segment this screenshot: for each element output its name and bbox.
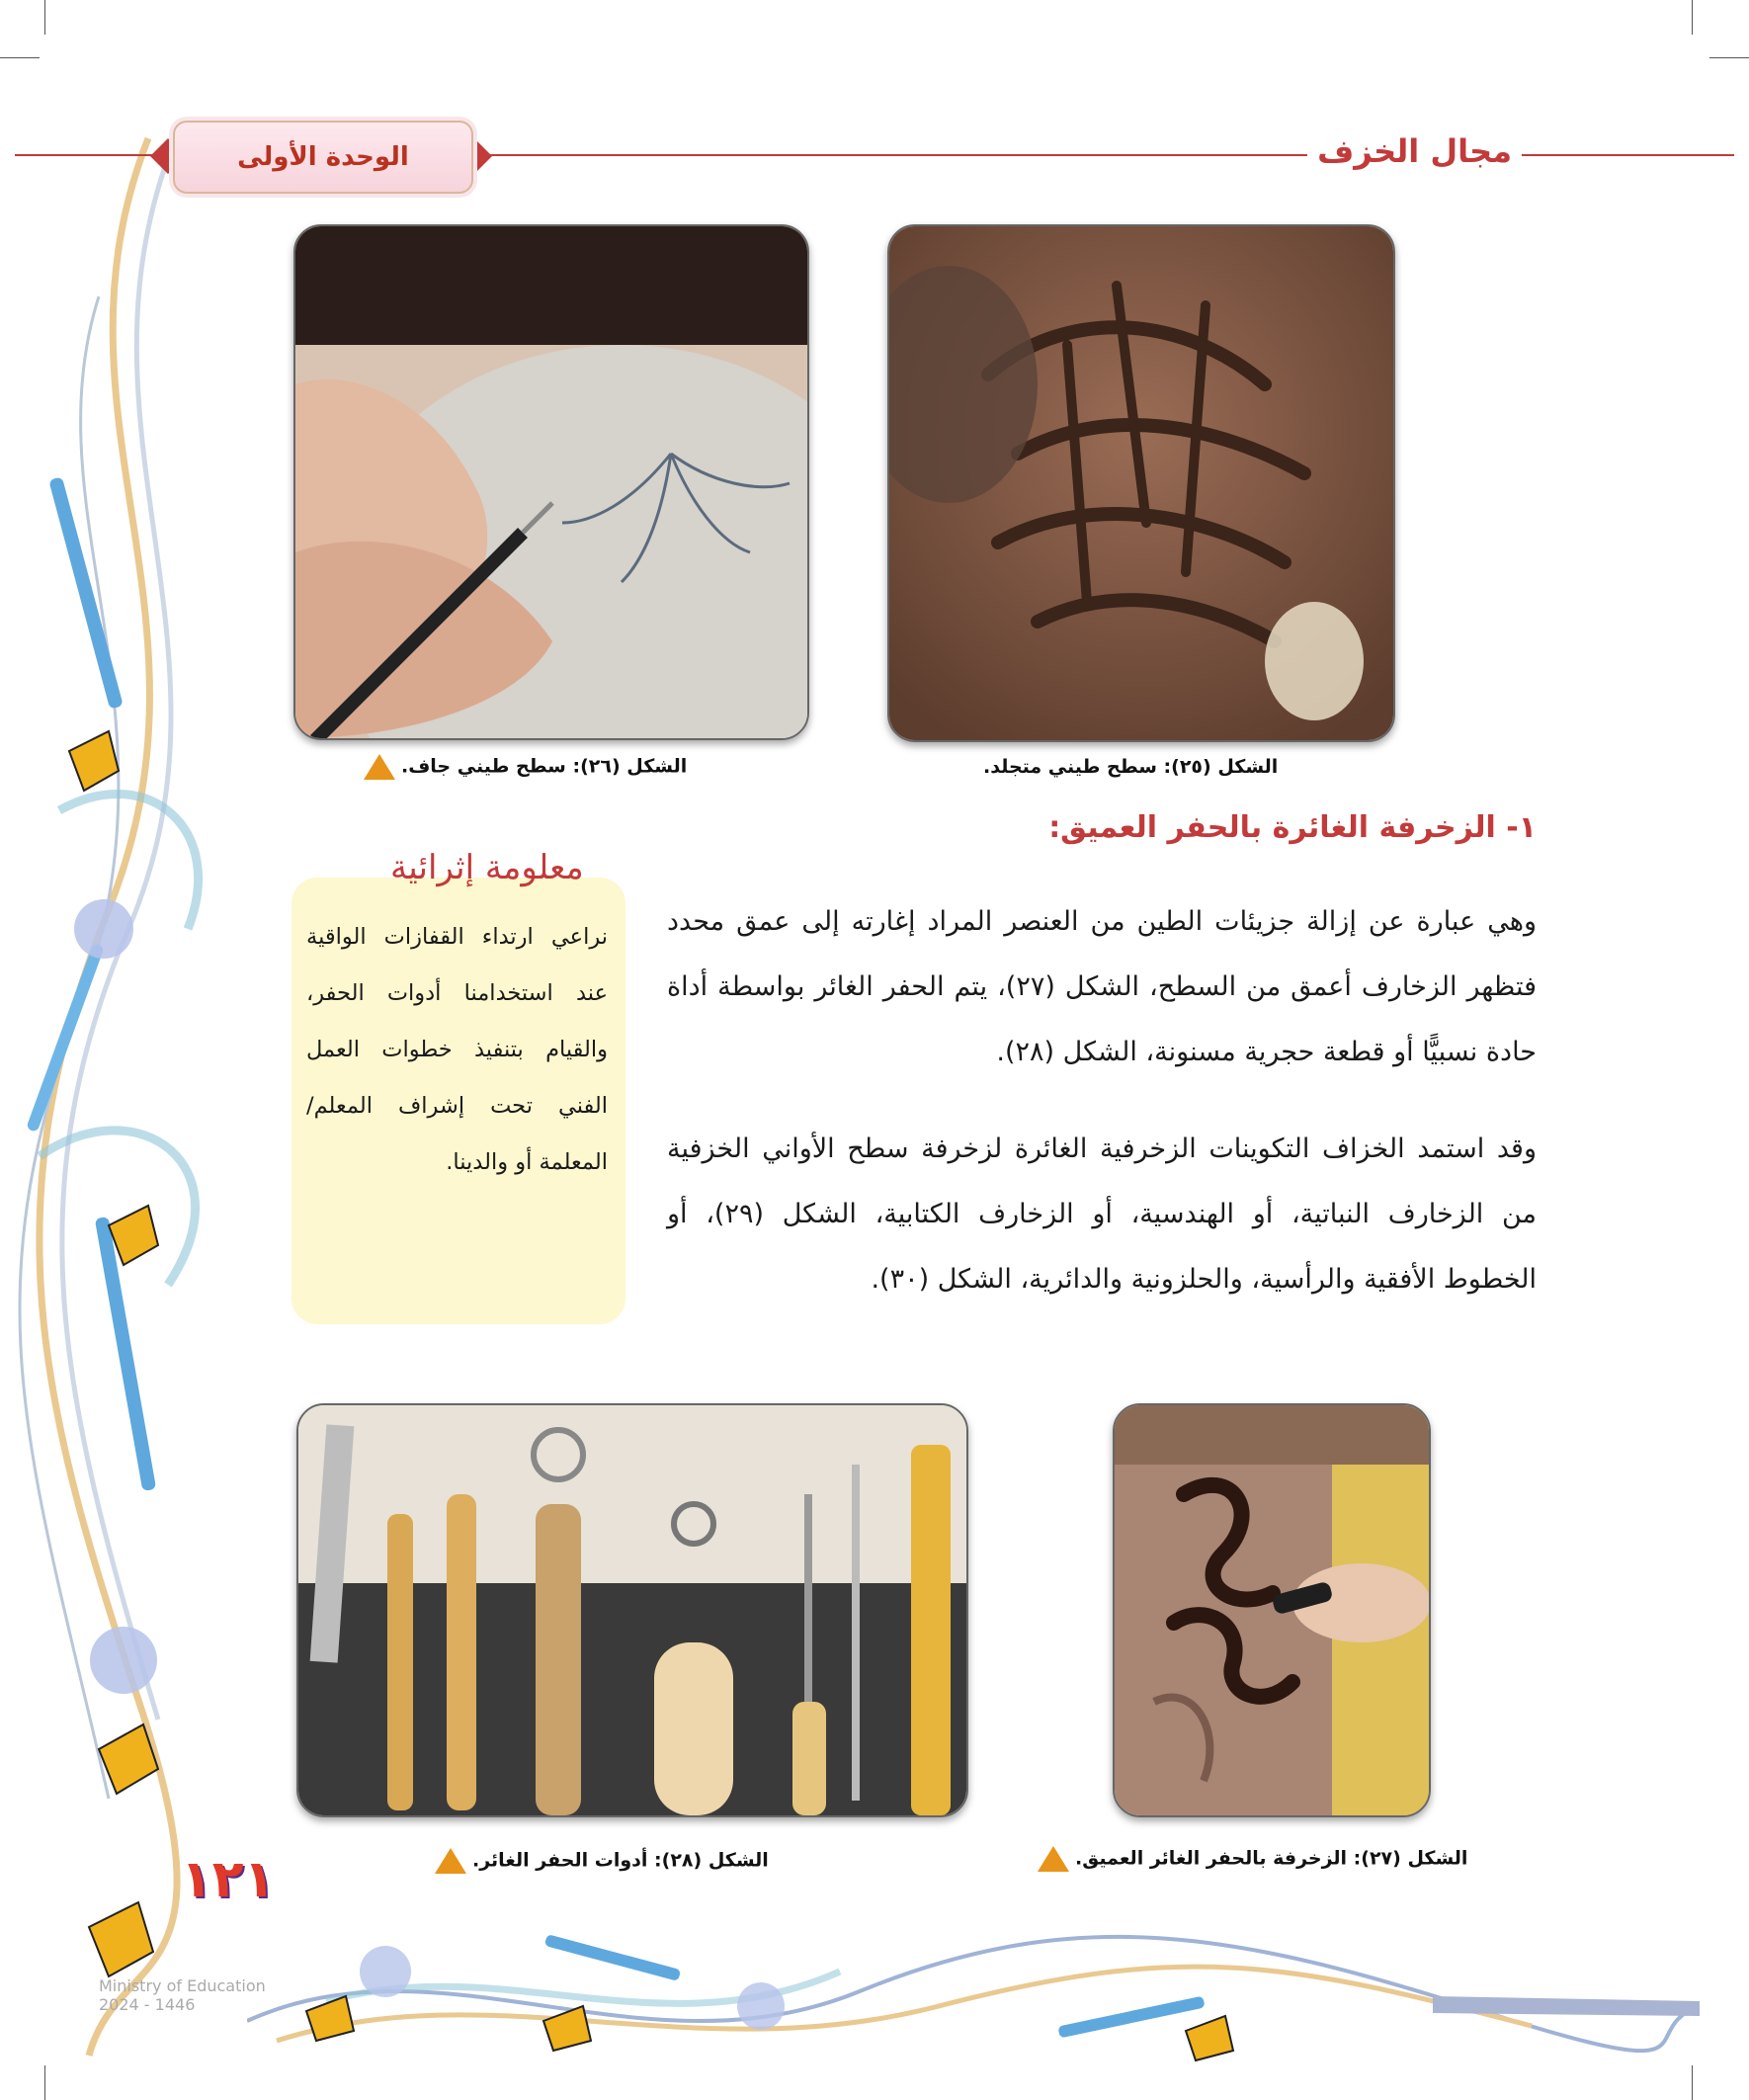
paragraph-1: وهي عبارة عن إزالة جزيئات الطين من العنصر المراد إغارته إلى عمق محدد فتظهر الزخارف أعمق من السطح، الشكل (٢٧)، يتم الحفر الغائر بواسطة أداة حادة نسبيًّا أو قطعة حجرية مسنونة، الشكل (٢٨). bbox=[667, 906, 1537, 1067]
figure-27-image bbox=[1113, 1403, 1431, 1817]
header-rule-left bbox=[15, 154, 163, 156]
unit-banner bbox=[173, 121, 473, 194]
figure-28-image bbox=[296, 1403, 968, 1817]
section-heading: ١- الزخرفة الغائرة بالحفر العميق: bbox=[1048, 810, 1537, 845]
figure-26-caption: الشكل (٢٦): سطح طيني جاف. bbox=[364, 754, 687, 780]
warning-triangle-icon bbox=[1038, 1846, 1069, 1872]
figure-28-caption: الشكل (٢٨): أدوات الحفر الغائر. bbox=[435, 1848, 769, 1874]
warning-triangle-icon bbox=[364, 754, 395, 780]
header-rule-right bbox=[479, 154, 1734, 156]
field-title: مجال الخزف bbox=[1307, 132, 1522, 170]
ministry-label: Ministry of Education 2024 - 1446 bbox=[99, 1976, 266, 2014]
unit-label: الوحدة الأولى bbox=[237, 142, 409, 172]
decorative-vine-border bbox=[0, 119, 296, 2085]
crop-mark bbox=[1709, 57, 1749, 58]
enrichment-info-title: معلومة إثرائية bbox=[390, 848, 584, 887]
warning-triangle-icon bbox=[435, 1848, 466, 1874]
enrichment-info-text: نراعي ارتداء القفازات الواقية عند استخدامنا أدوات الحفر، والقيام بتنفيذ خطوات العمل الفني تحت إشراف المعلم/ المعلمة أو والدينا. bbox=[306, 924, 608, 1175]
decorative-bottom-border bbox=[247, 1912, 1700, 2080]
figure-25-caption: الشكل (٢٥): سطح طيني متجلد. bbox=[983, 756, 1279, 778]
crop-mark bbox=[0, 57, 40, 58]
figure-27-caption: الشكل (٢٧): الزخرفة بالحفر الغائر العميق. bbox=[1038, 1846, 1467, 1872]
crop-mark bbox=[1692, 0, 1693, 35]
crop-mark bbox=[44, 0, 45, 35]
figure-26-image bbox=[293, 224, 809, 740]
paragraph-2: وقد استمد الخزاف التكوينات الزخرفية الغائرة لزخرفة سطح الأواني الخزفية من الزخارف النباتية، أو الهندسية، أو الزخارف الكتابية، الشكل (٢٩)، أو الخطوط الأفقية والرأسية، والحلزونية والدائرية، الشكل (٣٠). bbox=[667, 1134, 1538, 1295]
page-number: ١٢١ bbox=[181, 1850, 276, 1909]
figure-25-image bbox=[887, 224, 1395, 742]
